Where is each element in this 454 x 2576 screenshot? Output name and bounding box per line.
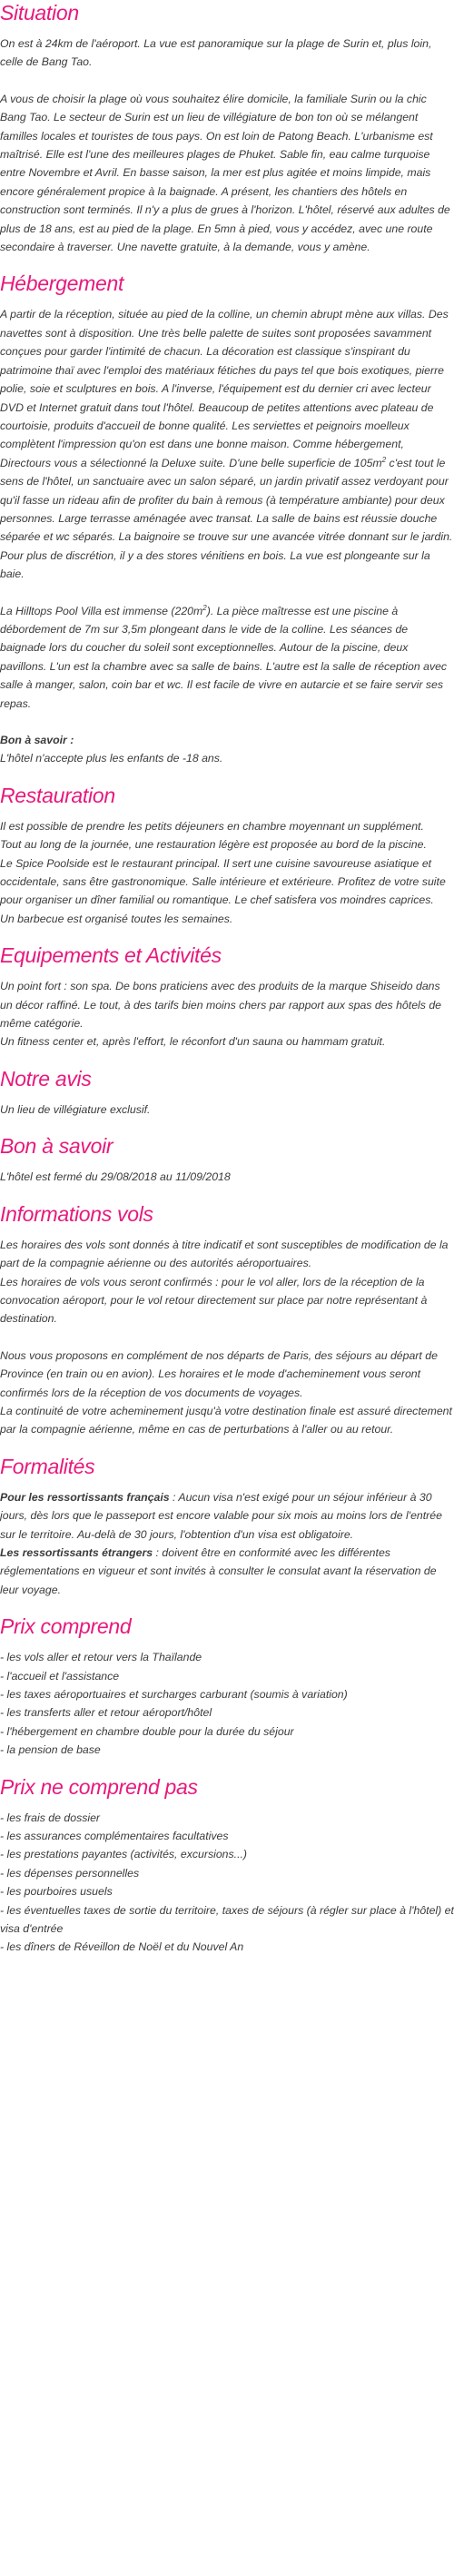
- section-title: Prix ne comprend pas: [0, 1774, 198, 1799]
- list-item: - les taxes aéroportuaires et surcharges carburant (soumis à variation): [0, 1688, 348, 1701]
- paragraph: A vous de choisir la plage où vous souhaitez élire domicile, la familiale Surin ou la chic Bang Tao. Le secteur de Surin est un lieu de villégiature de bon ton où se mélangent familles locales et touristes de tous pays. On est loin de Patong Beach. L'urbanisme est maîtrisé. Elle est l'une des meilleures plages de Phuket. Sable fin, eau calme turquoise entre Novembre et Avril. En basse saison, la mer est plus agitée et moins limpide, mais encore généralement propice à la baignade. A présent, les chantiers des hôtels en construction sont terminés. Il n'y a plus de grues à l'horizon. L'hôtel, réservé aux adultes de plus de 18 ans, est au pied de la plage. En 5mn à pied, vous y accédez, avec une route secondaire à traverser. Une navette gratuite, à la demande, vous y amène.: [0, 92, 450, 254]
- paragraph: Les horaires de vols vous seront confirmés : pour le vol aller, lors de la réception de la convocation aéroport, pour le vol retour directement sur place par notre représentant à destination.: [0, 1275, 428, 1326]
- paragraph: Un lieu de villégiature exclusif.: [0, 1102, 151, 1116]
- section-title: Notre avis: [0, 1066, 92, 1091]
- section-hebergement: [0, 271, 454, 767]
- paragraph: Tout au long de la journée, une restauration légère est proposée au bord de la piscine.: [0, 838, 427, 852]
- paragraph: Un point fort : son spa. De bons praticiens avec des produits de la marque Shiseido dans un décor raffiné. Le tout, à des tarifs bien moins chers par rapport aux spas des hôtels de même catégorie.: [0, 980, 442, 1031]
- list-item: - les assurances complémentaires facultatives: [0, 1830, 229, 1843]
- paragraph: On est à 24km de l'aéroport. La vue est panoramique sur la plage de Surin et, plus loin, celle de Bang Tao.: [0, 37, 432, 69]
- paragraph: Les horaires des vols sont donnés à titre indicatif et sont susceptibles de modification de la part de la compagnie aérienne ou des autorités aéroportuaires.: [0, 1238, 449, 1270]
- paragraph: Nous vous proposons en complément de nos départs de Paris, des séjours au départ de Province (en train ou en avion). Les horaires et le mode d'acheminement vous seront confirmés lors de la réception de vos documents de voyages.: [0, 1348, 438, 1399]
- list-item: - les vols aller et retour vers la Thaïlande: [0, 1651, 202, 1664]
- paragraph: La continuité de votre acheminement jusqu'à votre destination finale est assuré directement par la compagnie aérienne, même en cas de perturbations à l'aller ou au retour.: [0, 1404, 452, 1436]
- paragraph: L'hôtel est fermé du 29/08/2018 au 11/09/2018: [0, 1170, 231, 1184]
- paragraph: Il est possible de prendre les petits déjeuners en chambre moyennant un supplément.: [0, 819, 424, 833]
- paragraph: La Hilltops Pool Villa est immense $(220m^2)$. La pièce maîtresse est une piscine à débordement de 7m sur 3,5m plongeant dans le vide de la colline. Les séances de baignade lors du coucher du soleil sont exceptionnelles. Autour de la piscine, deux pavillons. L'un est la chambre avec sa salle de bains. L'autre est la salle de réception avec salle à manger, salon, coin bar et wc. Il est facile de vivre en autarcie et se faire servir ses repas.: [0, 603, 448, 710]
- section-bon-a-savoir: [0, 1133, 454, 1186]
- paragraph: Le Spice Poolside est le restaurant principal. Il sert une cuisine savoureuse asiatique et occidentale, sans être gastronomique. Salle intérieure et extérieure. Profitez de votre suite pour organiser un dîner familial ou romantique. Le chef satisfera vos moindres caprices.: [0, 856, 446, 907]
- section-title: Restauration: [0, 783, 115, 807]
- list: [0, 1648, 454, 1759]
- list-item: - la pension de base: [0, 1743, 101, 1757]
- section-title: Formalités: [0, 1454, 95, 1478]
- note-text: L'hôtel n'accepte plus les enfants de -18 ans.: [0, 752, 223, 765]
- section-prix-comprend: [0, 1614, 454, 1759]
- section-title: Informations vols: [0, 1201, 153, 1226]
- section-title: Hébergement: [0, 271, 124, 296]
- section-title: Bon à savoir: [0, 1134, 114, 1159]
- section-title: Equipements et Activités: [0, 943, 222, 968]
- list-item: - les éventuelles taxes de sortie du territoire, taxes de séjours (à régler sur place à l'hôtel) et visa d'entrée: [0, 1903, 454, 1936]
- list-item: - l'accueil et l'assistance: [0, 1669, 120, 1683]
- list-item: - les transferts aller et retour aéroport/hôtel: [0, 1706, 212, 1720]
- paragraph: Les ressortissants étrangers : doivent être en conformité avec les différentes réglementations en vigueur et sont invités à consulter le consulat avant la réservation de leur voyage.: [0, 1545, 437, 1596]
- paragraph: A partir de la réception, située au pied de la colline, un chemin abrupt mène aux villas. Des navettes sont à disposition. Une très belle palette de suites sont proposées savamment conçues pour garder l'intimité de chacun. La décoration est classique s'inspirant du patrimoine thaï avec l'emploi des matériaux fétiches du pays tel que bois exotiques, pierre polie, soie et sculptures en bois. A l'inverse, l'équipement est du dernier cri avec lecteur DVD et Internet gratuit dans tout l'hôtel. Beaucoup de petites attentions avec plateau de courtoisie, produits d'accueil de bonne qualité. Les serviettes et peignoirs moelleux complètent l'impression qu'on est dans une bonne maison. Comme hébergement, Directours vous a sélectionné la Deluxe suite. D'une belle superficie de $105m^2$ c'est tout le sens de l'hôtel, un sanctuaire avec un salon séparé, un jardin privatif assez verdoyant pour qu'il fasse un rideau afin de profiter du bain à remous (à température ambiante) pour deux personnes. Large terrasse aménagée avec transat. La salle de bains est réussie douche séparée et wc séparés. La baignoire se trouve sur une avancée vitrée donnant sur le jardin. Pour plus de discrétion, il y a des stores vénitiens en bois. La vue est plongeante sur la baie.: [0, 308, 453, 581]
- list-item: - les prestations payantes (activités, excursions...): [0, 1848, 248, 1861]
- paragraph: Un fitness center et, après l'effort, le réconfort d'un sauna ou hammam gratuit.: [0, 1035, 386, 1049]
- paragraph: Un barbecue est organisé toutes les semaines.: [0, 912, 233, 925]
- section-notre-avis: [0, 1066, 454, 1119]
- list-item: - les frais de dossier: [0, 1811, 101, 1824]
- section-situation: [0, 0, 454, 256]
- section-title: Situation: [0, 1, 79, 25]
- note-label: Bon à savoir :: [0, 734, 74, 746]
- list-item: - les dépenses personnelles: [0, 1866, 140, 1880]
- section-title: Prix comprend: [0, 1614, 132, 1639]
- section-informations-vols: [0, 1201, 454, 1439]
- section-restauration: [0, 783, 454, 928]
- section-prix-ne-comprend: [0, 1774, 454, 1957]
- paragraph: Pour les ressortissants français : Aucun visa n'est exigé pour un séjour inférieur à 30 jours, dès lors que le passeport est encore valable pour six mois au moins lors de l'entrée sur le territoire. Au-delà de 30 jours, l'obtention d'un visa est obligatoire.: [0, 1490, 442, 1541]
- list-item: - les pourboires usuels: [0, 1885, 113, 1899]
- list-item: - l'hébergement en chambre double pour la durée du séjour: [0, 1724, 294, 1738]
- list: [0, 1809, 454, 1957]
- section-formalites: [0, 1454, 454, 1599]
- list-item: - les dîners de Réveillon de Noël et du Nouvel An: [0, 1940, 244, 1954]
- section-equipements: [0, 943, 454, 1051]
